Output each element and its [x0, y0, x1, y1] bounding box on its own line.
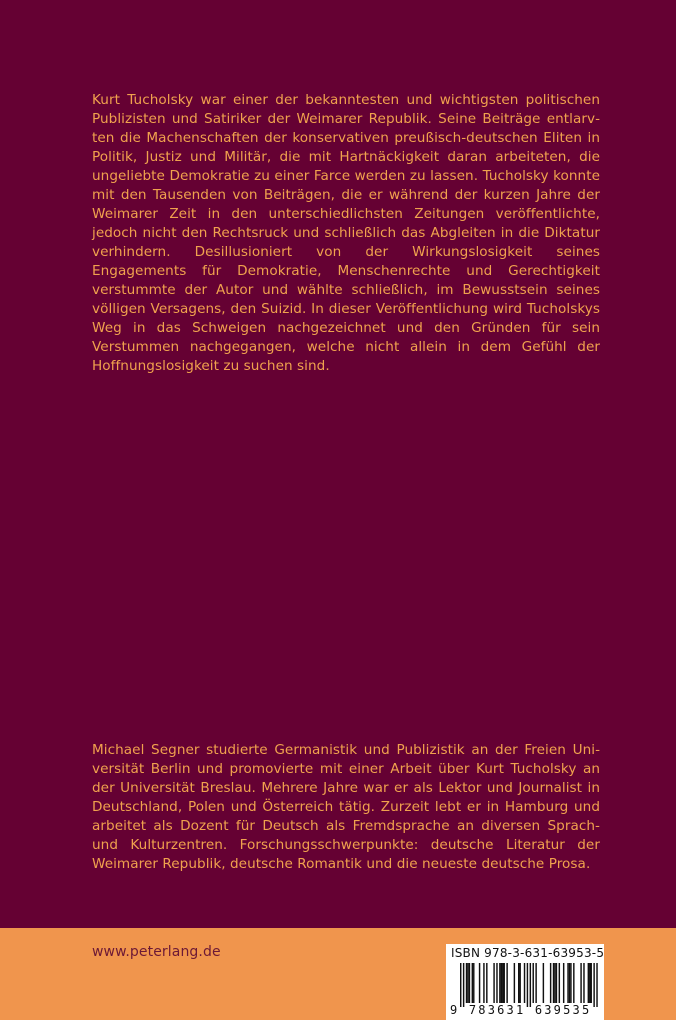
barcode-bar [514, 963, 515, 1003]
barcode-box [446, 944, 604, 1020]
barcode-bar [593, 963, 594, 1007]
barcode-bar [589, 963, 590, 1003]
barcode-icon [446, 963, 604, 1007]
barcode-bar [535, 963, 536, 1003]
barcode-bar [559, 963, 560, 1003]
barcode-bar [502, 963, 503, 1003]
barcode-bar [504, 963, 505, 1003]
barcode-bar [533, 963, 534, 1003]
barcode-bar [580, 963, 581, 1003]
publisher-website: www.peterlang.de [92, 944, 221, 960]
barcode-bar [527, 963, 528, 1007]
book-blurb: Kurt Tucholsky war einer der bekanntesten und wichtigsten politischen Publizisten und Satiriker der Weimarer Republik. Seine Beiträge entlarvten die Machenschaften der konservativen preußisch-deutschen Eliten in Politik, Justiz und Militär, die mit Hartnäckigkeit daran arbeiteten, die ungeliebte Demokratie zu einer Farce werden zu lassen. Tucholsky konnte mit den Tausenden von Beiträgen, die er während der kurzen Jahre der Weimarer Zeit in den unterschiedlichsten Zeitungen veröffentlichte, jedoch nicht den Rechtsruck und schließlich das Abgleiten in die Diktatur verhindern. Desillusioniert von der Wirkungslosigkeit seines Engagements für Demokratie, Menschenrechte und Gerechtigkeit verstummte der Autor und wählte schließlich, im Bewusstsein seines völligen Versagens, den Suizid. In dieser Veröffentlichung wird Tucholskys Weg in das Schweigen nachgezeichnet und den Gründen für sein Verstummen nachgegangen, welche nicht allein in dem Gefühl der Hoffnungslosigkeit zu suchen sind. [92, 92, 600, 374]
barcode-bar [469, 963, 470, 1003]
isbn-label: ISBN 978-3-631-63953-5 [451, 946, 605, 960]
barcode-bar [570, 963, 571, 1003]
author-bio: Michael Segner studierte Germanistik und Publizistik an der Freien Universität Berlin und promovierte mit einer Arbeit über Kurt Tucholsky an der Universität Breslau. Mehrere Jahre war er als Lektor und Journalist in Deutschland, Polen und Österreich tätig. Zurzeit lebt er in Hamburg und arbeitet als Dozent für Deutsch als Fremdsprache an diversen Sprach- und Kulturzentren. Forschungsschwerpunkte: deutsche Literatur der Weimarer Republik, deutsche Romantik und die neueste deutsche Prosa. [92, 742, 600, 872]
barcode-bar [501, 963, 502, 1003]
barcode-bar [472, 963, 473, 1003]
barcode-bar [479, 963, 480, 1003]
barcode-bar [567, 963, 568, 1003]
barcode-bar [486, 963, 487, 1003]
footer-band [0, 928, 676, 1020]
barcode-bar [543, 963, 544, 1003]
barcode-bar [460, 963, 461, 1007]
barcode-bar [556, 963, 557, 1003]
ean-digits: 9 783631 639535 [450, 1003, 592, 1017]
barcode-bar [569, 963, 570, 1003]
barcode-bar [466, 963, 467, 1003]
barcode-bar [563, 963, 564, 1003]
barcode-bar [583, 963, 584, 1003]
barcode-bar [473, 963, 474, 1003]
barcode-bar [463, 963, 464, 1007]
barcode-bar [467, 963, 468, 1003]
barcode-bar [553, 963, 554, 1003]
barcode-bar [496, 963, 497, 1003]
barcode-bar [519, 963, 520, 1003]
barcode-bar [591, 963, 592, 1003]
barcode-bar [506, 963, 507, 1003]
barcode-bar [596, 963, 597, 1007]
barcode-bar [493, 963, 494, 1003]
barcode-bar [588, 963, 589, 1003]
barcode-bar [518, 963, 519, 1003]
barcode-bar [554, 963, 555, 1003]
barcode-bar [550, 963, 551, 1003]
barcode-bar [499, 963, 500, 1003]
barcode-bar [530, 963, 531, 1007]
barcode-bar [573, 963, 574, 1003]
barcode-bar [524, 963, 525, 1003]
barcode-bar [483, 963, 484, 1003]
